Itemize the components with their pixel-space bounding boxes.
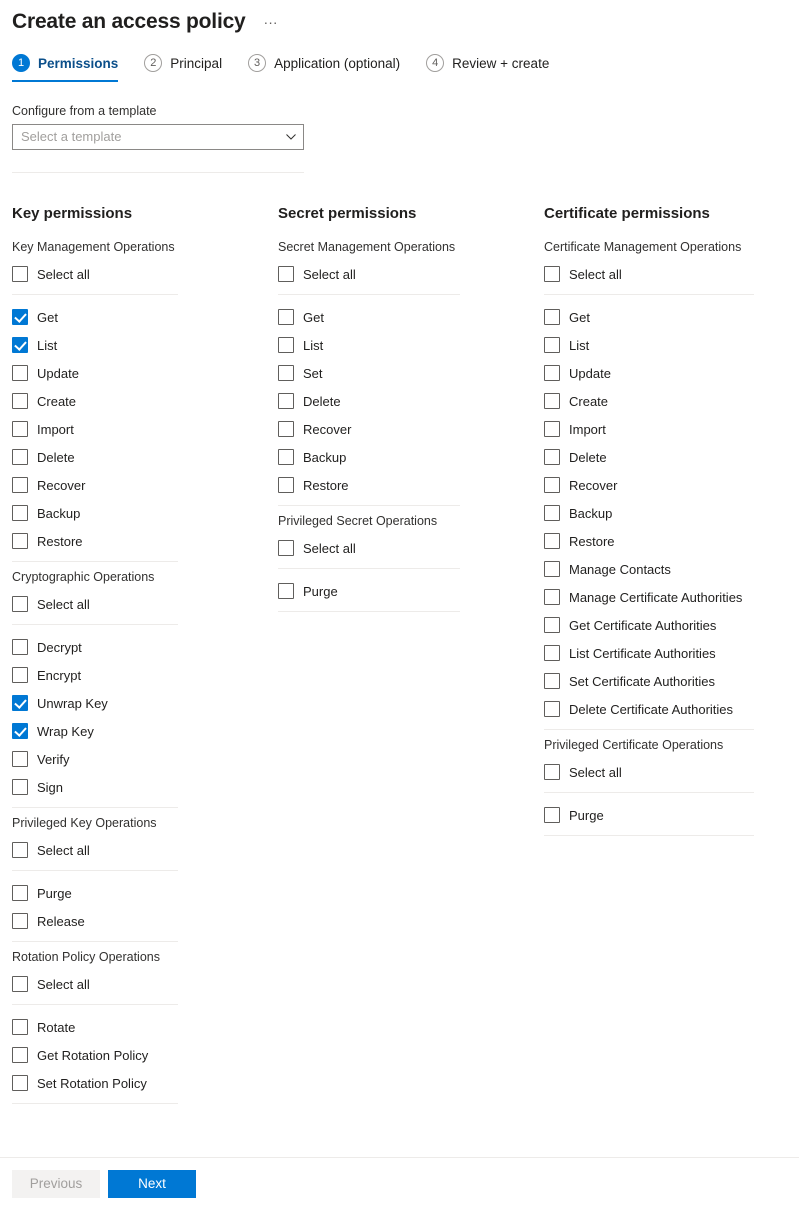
- checkbox[interactable]: [278, 365, 294, 381]
- permission-secret-get[interactable]: [278, 303, 520, 331]
- group-cryptographic-operations: [12, 570, 254, 808]
- checkbox-label: Verify: [37, 751, 70, 767]
- checkbox[interactable]: [278, 583, 294, 599]
- group-divider: [278, 294, 460, 295]
- more-options-icon[interactable]: ···: [263, 14, 278, 30]
- group-rotation-policy-operations: [12, 950, 254, 1104]
- checkbox[interactable]: [12, 842, 28, 858]
- checkbox-label: Unwrap Key: [37, 695, 108, 711]
- group-title-cryptographic: Cryptographic Operations: [12, 570, 155, 584]
- checkbox[interactable]: [12, 976, 28, 992]
- checkbox-label: Import: [37, 421, 74, 437]
- checkbox-label: Set: [303, 365, 323, 381]
- step-number-4: 4: [426, 54, 444, 72]
- group-title-rotation-policy: Rotation Policy Operations: [12, 950, 160, 964]
- permission-secret-backup[interactable]: [278, 443, 520, 471]
- step-label-permissions: Permissions: [38, 55, 119, 71]
- permission-key-unwrap-key[interactable]: [12, 689, 254, 717]
- checkbox-label: Create: [569, 393, 609, 409]
- checkbox-label: List: [303, 337, 324, 353]
- permission-certificate-backup[interactable]: [544, 499, 786, 527]
- checkbox[interactable]: [12, 723, 28, 739]
- group-divider: [12, 294, 178, 295]
- checkbox-label: Backup: [37, 505, 81, 521]
- column-title-secret: Secret permissions: [278, 205, 417, 222]
- permission-certificate-create[interactable]: [544, 387, 786, 415]
- checkbox[interactable]: [12, 309, 28, 325]
- checkbox-label: Backup: [303, 449, 347, 465]
- tab-application[interactable]: [248, 54, 400, 82]
- checkbox-label: Delete: [37, 449, 75, 465]
- permission-key-wrap-key[interactable]: [12, 717, 254, 745]
- checkbox-label: Select all: [569, 266, 622, 282]
- checkbox[interactable]: [12, 695, 28, 711]
- checkbox[interactable]: [12, 337, 28, 353]
- checkbox-label: Recover: [37, 477, 86, 493]
- column-certificate-permissions: [544, 205, 799, 1112]
- checkbox-label: Select all: [37, 266, 90, 282]
- permission-key-get[interactable]: [12, 303, 254, 331]
- group-divider: [12, 807, 178, 808]
- checkbox[interactable]: [12, 393, 28, 409]
- checkbox-label: Select all: [37, 976, 90, 992]
- checkbox[interactable]: [278, 309, 294, 325]
- checkbox-label: List: [37, 337, 58, 353]
- checkbox-label: Get: [569, 309, 590, 325]
- checkbox[interactable]: [12, 1075, 28, 1091]
- group-divider: [278, 505, 460, 506]
- previous-button[interactable]: Previous: [12, 1170, 100, 1198]
- checkbox-label: Purge: [37, 885, 72, 901]
- checkbox[interactable]: [278, 449, 294, 465]
- checkbox[interactable]: [544, 561, 560, 577]
- checkbox-label: Purge: [303, 583, 338, 599]
- group-privileged-secret-operations: [278, 514, 520, 612]
- permission-secret-set[interactable]: [278, 359, 520, 387]
- checkbox-label: Decrypt: [37, 639, 82, 655]
- checkbox[interactable]: [12, 421, 28, 437]
- select-all-certificate-management[interactable]: [544, 260, 786, 288]
- group-title-privileged-secret: Privileged Secret Operations: [278, 514, 438, 528]
- permission-certificate-list-certificate-authorities[interactable]: [544, 639, 786, 667]
- permission-key-purge[interactable]: [12, 879, 254, 907]
- checkbox-label: Get: [303, 309, 324, 325]
- permission-certificate-list[interactable]: [544, 331, 786, 359]
- checkbox[interactable]: [12, 533, 28, 549]
- checkbox-label: List Certificate Authorities: [569, 645, 716, 661]
- group-secret-management: [278, 240, 520, 506]
- permission-certificate-update[interactable]: [544, 359, 786, 387]
- checkbox-label: Wrap Key: [37, 723, 94, 739]
- checkbox-label: Rotate: [37, 1019, 76, 1035]
- checkbox-label: Select all: [303, 540, 356, 556]
- checkbox-label: Manage Certificate Authorities: [569, 589, 743, 605]
- permission-secret-recover[interactable]: [278, 415, 520, 443]
- permission-certificate-set-certificate-authorities[interactable]: [544, 667, 786, 695]
- checkbox[interactable]: [12, 779, 28, 795]
- checkbox[interactable]: [12, 639, 28, 655]
- permission-certificate-manage-contacts[interactable]: [544, 555, 786, 583]
- checkbox-label: Release: [37, 913, 85, 929]
- group-divider: [12, 1103, 178, 1104]
- permission-key-import[interactable]: [12, 415, 254, 443]
- permission-certificate-restore[interactable]: [544, 527, 786, 555]
- permission-certificate-delete[interactable]: [544, 443, 786, 471]
- permission-key-get-rotation-policy[interactable]: [12, 1041, 254, 1069]
- checkbox[interactable]: [278, 540, 294, 556]
- group-title-certificate-management: Certificate Management Operations: [544, 240, 742, 254]
- checkbox-label: Restore: [569, 533, 615, 549]
- step-number-1: 1: [12, 54, 30, 72]
- checkbox-label: Update: [569, 365, 611, 381]
- permission-certificate-import[interactable]: [544, 415, 786, 443]
- step-number-3: 3: [248, 54, 266, 72]
- checkbox-label: Update: [37, 365, 79, 381]
- group-divider: [278, 568, 460, 569]
- group-privileged-key-operations: [12, 816, 254, 942]
- checkbox[interactable]: [12, 596, 28, 612]
- select-all-cryptographic[interactable]: [12, 590, 254, 618]
- checkbox-label: Set Rotation Policy: [37, 1075, 147, 1091]
- checkbox[interactable]: [544, 617, 560, 633]
- checkbox[interactable]: [278, 266, 294, 282]
- permission-secret-list[interactable]: [278, 331, 520, 359]
- checkbox[interactable]: [12, 477, 28, 493]
- checkbox[interactable]: [12, 266, 28, 282]
- checkbox-label: Recover: [303, 421, 352, 437]
- permission-key-set-rotation-policy[interactable]: [12, 1069, 254, 1097]
- checkbox[interactable]: [544, 533, 560, 549]
- group-divider: [544, 729, 754, 730]
- tab-principal[interactable]: [144, 54, 222, 82]
- checkbox-label: Restore: [37, 533, 83, 549]
- permission-certificate-recover[interactable]: [544, 471, 786, 499]
- permission-key-verify[interactable]: [12, 745, 254, 773]
- permission-key-sign[interactable]: [12, 773, 254, 801]
- group-divider: [544, 835, 754, 836]
- group-divider: [278, 611, 460, 612]
- select-all-privileged-certificate[interactable]: [544, 758, 786, 786]
- checkbox-label: Get Rotation Policy: [37, 1047, 149, 1063]
- checkbox-label: Import: [569, 421, 606, 437]
- step-label-review-create: Review + create: [452, 55, 550, 71]
- group-title-privileged-key: Privileged Key Operations: [12, 816, 157, 830]
- checkbox-label: Select all: [37, 842, 90, 858]
- permission-certificate-delete-certificate-authorities[interactable]: [544, 695, 786, 723]
- checkbox-label: Delete: [303, 393, 341, 409]
- permission-certificate-purge[interactable]: [544, 801, 786, 829]
- permission-key-create[interactable]: [12, 387, 254, 415]
- permission-key-release[interactable]: [12, 907, 254, 935]
- permission-columns: [0, 181, 799, 1112]
- step-label-application: Application (optional): [274, 55, 401, 71]
- checkbox[interactable]: [12, 505, 28, 521]
- group-key-management: [12, 240, 254, 562]
- column-secret-permissions: [278, 205, 544, 1112]
- permission-key-encrypt[interactable]: [12, 661, 254, 689]
- group-divider: [12, 941, 178, 942]
- checkbox-label: Purge: [569, 807, 604, 823]
- checkbox[interactable]: [544, 477, 560, 493]
- checkbox-label: Select all: [569, 764, 622, 780]
- permission-secret-restore[interactable]: [278, 471, 520, 499]
- checkbox[interactable]: [544, 764, 560, 780]
- step-number-2: 2: [144, 54, 162, 72]
- permission-certificate-get[interactable]: [544, 303, 786, 331]
- group-divider: [544, 792, 754, 793]
- select-all-privileged-secret[interactable]: [278, 534, 520, 562]
- checkbox[interactable]: [544, 701, 560, 717]
- checkbox-label: Backup: [569, 505, 613, 521]
- template-label: Configure from a template: [12, 104, 157, 118]
- permission-secret-purge[interactable]: [278, 577, 520, 605]
- checkbox[interactable]: [544, 266, 560, 282]
- permission-key-decrypt[interactable]: [12, 633, 254, 661]
- checkbox-label: Delete: [569, 449, 607, 465]
- permission-certificate-manage-certificate-authorities[interactable]: [544, 583, 786, 611]
- checkbox[interactable]: [544, 589, 560, 605]
- checkbox[interactable]: [544, 807, 560, 823]
- checkbox-label: Create: [37, 393, 77, 409]
- checkbox[interactable]: [12, 751, 28, 767]
- step-label-principal: Principal: [170, 55, 223, 71]
- next-button[interactable]: Next: [108, 1170, 196, 1198]
- checkbox[interactable]: [544, 449, 560, 465]
- checkbox-label: Get Certificate Authorities: [569, 617, 717, 633]
- checkbox[interactable]: [12, 1047, 28, 1063]
- checkbox[interactable]: [278, 393, 294, 409]
- checkbox-label: List: [569, 337, 590, 353]
- checkbox[interactable]: [544, 393, 560, 409]
- checkbox[interactable]: [12, 667, 28, 683]
- column-title-certificate: Certificate permissions: [544, 205, 710, 222]
- checkbox[interactable]: [278, 477, 294, 493]
- checkbox-label: Encrypt: [37, 667, 82, 683]
- checkbox-label: Restore: [303, 477, 349, 493]
- group-divider: [12, 561, 178, 562]
- group-title-key-management: Key Management Operations: [12, 240, 175, 254]
- group-divider: [12, 624, 178, 625]
- select-all-privileged-key[interactable]: [12, 836, 254, 864]
- group-certificate-management: [544, 240, 786, 730]
- permission-certificate-get-certificate-authorities[interactable]: [544, 611, 786, 639]
- wizard-steps: [0, 34, 799, 82]
- select-all-rotation-policy[interactable]: [12, 970, 254, 998]
- checkbox[interactable]: [544, 309, 560, 325]
- tab-permissions[interactable]: [12, 54, 118, 82]
- template-select-wrap: [12, 124, 304, 150]
- checkbox[interactable]: [278, 421, 294, 437]
- checkbox-label: Manage Contacts: [569, 561, 671, 577]
- checkbox[interactable]: [12, 885, 28, 901]
- wizard-footer: [0, 1157, 799, 1209]
- checkbox-label: Delete Certificate Authorities: [569, 701, 734, 717]
- checkbox[interactable]: [278, 337, 294, 353]
- column-key-permissions: [12, 205, 278, 1112]
- group-divider: [544, 294, 754, 295]
- permission-key-recover[interactable]: [12, 471, 254, 499]
- checkbox-label: Set Certificate Authorities: [569, 673, 715, 689]
- checkbox-label: Recover: [569, 477, 618, 493]
- group-divider: [12, 870, 178, 871]
- checkbox[interactable]: [12, 365, 28, 381]
- checkbox[interactable]: [544, 673, 560, 689]
- section-divider: [12, 172, 304, 173]
- template-section: [0, 82, 799, 173]
- checkbox-label: Get: [37, 309, 58, 325]
- page-header: [0, 0, 799, 34]
- permission-key-list[interactable]: [12, 331, 254, 359]
- group-title-privileged-certificate: Privileged Certificate Operations: [544, 738, 724, 752]
- permission-key-update[interactable]: [12, 359, 254, 387]
- permission-key-delete[interactable]: [12, 443, 254, 471]
- select-all-key-management[interactable]: [12, 260, 254, 288]
- tab-review-create[interactable]: [426, 54, 549, 82]
- checkbox-label: Select all: [303, 266, 356, 282]
- permission-key-restore[interactable]: [12, 527, 254, 555]
- group-title-secret-management: Secret Management Operations: [278, 240, 456, 254]
- checkbox-label: Select all: [37, 596, 90, 612]
- checkbox[interactable]: [12, 449, 28, 465]
- template-select[interactable]: Select a template: [12, 124, 304, 150]
- permission-key-backup[interactable]: [12, 499, 254, 527]
- permission-secret-delete[interactable]: [278, 387, 520, 415]
- group-privileged-certificate-operations: [544, 738, 786, 836]
- checkbox[interactable]: [12, 1019, 28, 1035]
- page-title: Create an access policy: [12, 10, 246, 33]
- select-all-secret-management[interactable]: [278, 260, 520, 288]
- checkbox[interactable]: [544, 337, 560, 353]
- checkbox[interactable]: [544, 645, 560, 661]
- column-title-key: Key permissions: [12, 205, 133, 222]
- checkbox-label: Sign: [37, 779, 64, 795]
- group-divider: [12, 1004, 178, 1005]
- checkbox[interactable]: [12, 913, 28, 929]
- checkbox[interactable]: [544, 505, 560, 521]
- permission-key-rotate[interactable]: [12, 1013, 254, 1041]
- checkbox[interactable]: [544, 365, 560, 381]
- checkbox[interactable]: [544, 421, 560, 437]
